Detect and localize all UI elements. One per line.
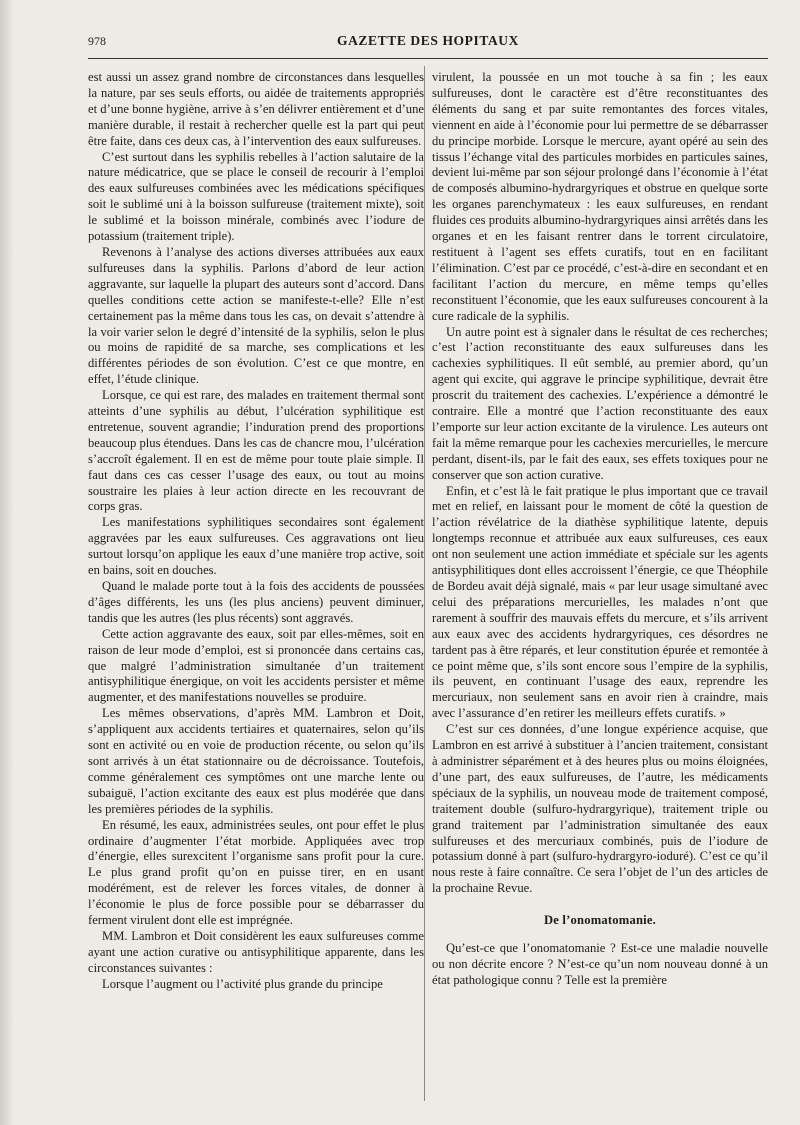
paragraph: est aussi un assez grand nombre de circonstances dans lesquelles la nature, par ses seuls efforts, ou aidée de traitements appropriés et d’une bonne hygiène, arrive à s’en délivrer entièrement et d’une manière durable, il restait à rechercher quelle est la part qui peut être faite, dans ces deux cas, à l’intervention des eaux sulfureuses. xyxy=(88,70,424,148)
journal-title: GAZETTE DES HOPITAUX xyxy=(336,33,520,48)
paragraph: Quand le malade porte tout à la fois des accidents de poussées d’âges différents, les uns (les plus anciens) peuvent diminuer, tandis que les autres (les plus récents) sont aggravés. xyxy=(88,579,424,625)
column-divider xyxy=(424,66,425,1101)
right-column xyxy=(432,70,768,989)
page-number: 978 xyxy=(88,34,106,48)
paragraph: Les manifestations syphilitiques secondaires sont également aggravées par les eaux sulfureuses. Ces aggravations ont lieu surtout lorsqu’on applique les eaux d’une manière trop active, soit en bains, soit en douches. xyxy=(88,515,424,578)
paragraph: Revenons à l’analyse des actions diverses attribuées aux eaux sulfureuses dans la syphilis. Parlons d’abord de leur action aggravante, sur laquelle la plupart des auteurs sont d’accord. Dans quelles conditions cette action se manifeste-t-elle? Elle n’est certainement pas la même dans tous les cas, on devait s’attendre à la voir varier selon le degré d’intensité de la syphilis, selon le plus ou moins de rapidité de sa marche, ses complications et les différentes périodes de son évolution. C’est ce que montre, en effet, l’étude clinique. xyxy=(88,244,424,387)
paragraph: Lorsque l’augment ou l’activité plus grande du principe xyxy=(102,976,383,991)
paragraph: MM. Lambron et Doit considèrent les eaux sulfureuses comme ayant une action curative ou antisyphilitique apparente, dans les circonstances suivantes : xyxy=(88,928,424,975)
paragraph: Enfin, et c’est là le fait pratique le plus important que ce travail met en relief, en laissant pour le moment de côté la question de l’action révélatrice de la diathèse syphilitique latente, depuis longtemps reconnue et attribuée aux eaux sulfureuses, ces eaux ont non seulement une action immédiate et spéciale sur les agents antisyphilitiques dont elles accroissent l’énergie, ce que Théophile de Bordeu avait déjà signalé, mais « par leur usage simultané avec celui des préparations mercurielles, les malades n’ont que rarement à souffrir des mauvais effets du mercure, et s’ils arrivent aux eaux avec des accidents hydrargyriques, ces désordres ne tardent pas à être réparés, et leur constitution épurée et remontée à ce point même que, s’ils sont encore sous l’empire de la syphilis, ils peuvent, en continuant l’usage des eaux, reprendre les mercuriaux, non seulement sans en avoir rien à craindre, mais avec l’assurance d’en retirer les meilleurs effets curatifs. » xyxy=(432,483,768,721)
paragraph: C’est sur ces données, d’une longue expérience acquise, que Lambron en est arrivé à substituer à l’ancien traitement, consistant à administrer séparément et à des heures plus ou moins éloignées, d’une part, des eaux sulfureuses, de l’autre, les médicaments spéciaux de la syphilis, un nouveau mode de traitement composé, traitement double (sulfuro-hydrargyrique), traitement triple ou grand traitement par l’administration simultanée des eaux sulfureuses et des mercuriaux combinés, puis de l’iodure de potassium donné à part (sulfuro-hydrargyro-ioduré). C’est ce qu’il nous reste à faire connaître. Ce sera l’objet de l’un des articles de la prochaine Revue. xyxy=(432,722,768,896)
paragraph: Qu’est-ce que l’onomatomanie ? Est-ce une maladie nouvelle ou non décrite encore ? N’est-ce qu’un nom nouveau donné à un état pathologique connu ? Telle est la première xyxy=(432,941,768,987)
paragraph: En résumé, les eaux, administrées seules, ont pour effet le plus ordinaire d’augmenter l’état morbide. Appliquées avec trop d’énergie, elles surexcitent l’organisme sans profit pour la cure. Le plus grand profit qu’on en puisse tirer, en en usant modérément, est de relever les forces vitales, de donner à l’économie le plus de force possible pour se débarrasser du ferment virulent dont elle est imprégnée. xyxy=(88,817,424,928)
paragraph: Les mêmes observations, d’après MM. Lambron et Doit, s’appliquent aux accidents tertiaires et quaternaires, selon qu’ils sont en activité ou en voie de production récente, ou selon qu’ils sont arrivés à un état stationnaire ou de décroissance. Toutefois, comme généralement ces symptômes ont une marche lente ou subaiguë, l’action excitante des eaux est plus modérée que dans les premières périodes de la syphilis. xyxy=(88,706,424,816)
section-heading: De l’onomatomanie. xyxy=(543,913,657,928)
page-fold-shadow xyxy=(0,0,14,1125)
page-header xyxy=(88,32,768,52)
paragraph: Cette action aggravante des eaux, soit par elles-mêmes, soit en raison de leur mode d’emploi, est si prononcée dans certains cas, que malgré l’administration simultanée d’un traitement antisyphilitique énergique, on voit les accidents persister et même augmenter, et des manifestations nouvelles se produire. xyxy=(88,626,424,705)
paragraph: Lorsque, ce qui est rare, des malades en traitement thermal sont atteints d’une syphilis au début, l’ulcération syphilitique est entretenue, souvent agrandie; l’induration prend des proportions beaucoup plus étendues. Dans les cas de chancre mou, l’ulcération s’accroît également. Il en est de même pour toute plaie simple. Il faut dans ces cas cesser l’usage des eaux, ou tout au moins soustraire les plaies à leur action directe en les recouvrant de corps gras. xyxy=(88,388,424,514)
header-rule xyxy=(88,58,768,59)
paragraph: virulent, la poussée en un mot touche à sa fin ; les eaux sulfureuses, dont le caractère est d’être reconstituantes des éléments du sang et par suite remontantes des forces vitales, viennent en aide à l’économie pour lui permettre de se débarrasser du principe morbide. Lorsque le mercure, ayant opéré au sein des tissus l’échange vital des particules morbides en particules saines, devient lui-même par son séjour prolongé dans l’économie à l’état de composés albumino-hydrargyriques et obstrue en quelque sorte les organes parenchymateux : les eaux sulfureuses, en rendant fluides ces produits albumino-hydrargyriques ainsi arrêtés dans les organes et en les faisant rentrer dans le torrent circulatoire, restituent à l’agent ses effets curatifs, tout en en facilitant l’élimination. C’est par ce procédé, c’est-à-dire en secondant et en facilitant l’action du mercure, en même temps qu’elles reconstituent l’économie, que les eaux sulfureuses concourent à la cure radicale de la syphilis. xyxy=(432,70,768,323)
paragraph: Un autre point est à signaler dans le résultat de ces recherches; c’est l’action reconstituante des eaux sulfureuses dans les cachexies syphilitiques. Il eût semblé, au premier abord, qu’un agent qui excite, qui aggrave le principe syphilitique, devrait être proscrit du traitement des cachexies. L’expérience a démontré le contraire. Elle a montré que l’action reconstituante des eaux l’emporte sur leur action excitante de la virulence. Les auteurs ont fait la même remarque pour les cachexies mercurielles, le mercure perdant, disent-ils, par le fait des eaux, ses effets toxiques pour ne conserver que son action curative. xyxy=(432,324,768,482)
paragraph: C’est surtout dans les syphilis rebelles à l’action salutaire de la nature médicatrice, que se place le conseil de recourir à l’emploi des eaux sulfureuses combinées avec les médications spécifiques soit le sublimé uni à la boisson sulfureuse (traitement mixte), soit le sublimé et la boisson minérale, combinés avec l’iodure de potassium (traitement triple). xyxy=(88,149,424,244)
left-column xyxy=(88,70,424,993)
